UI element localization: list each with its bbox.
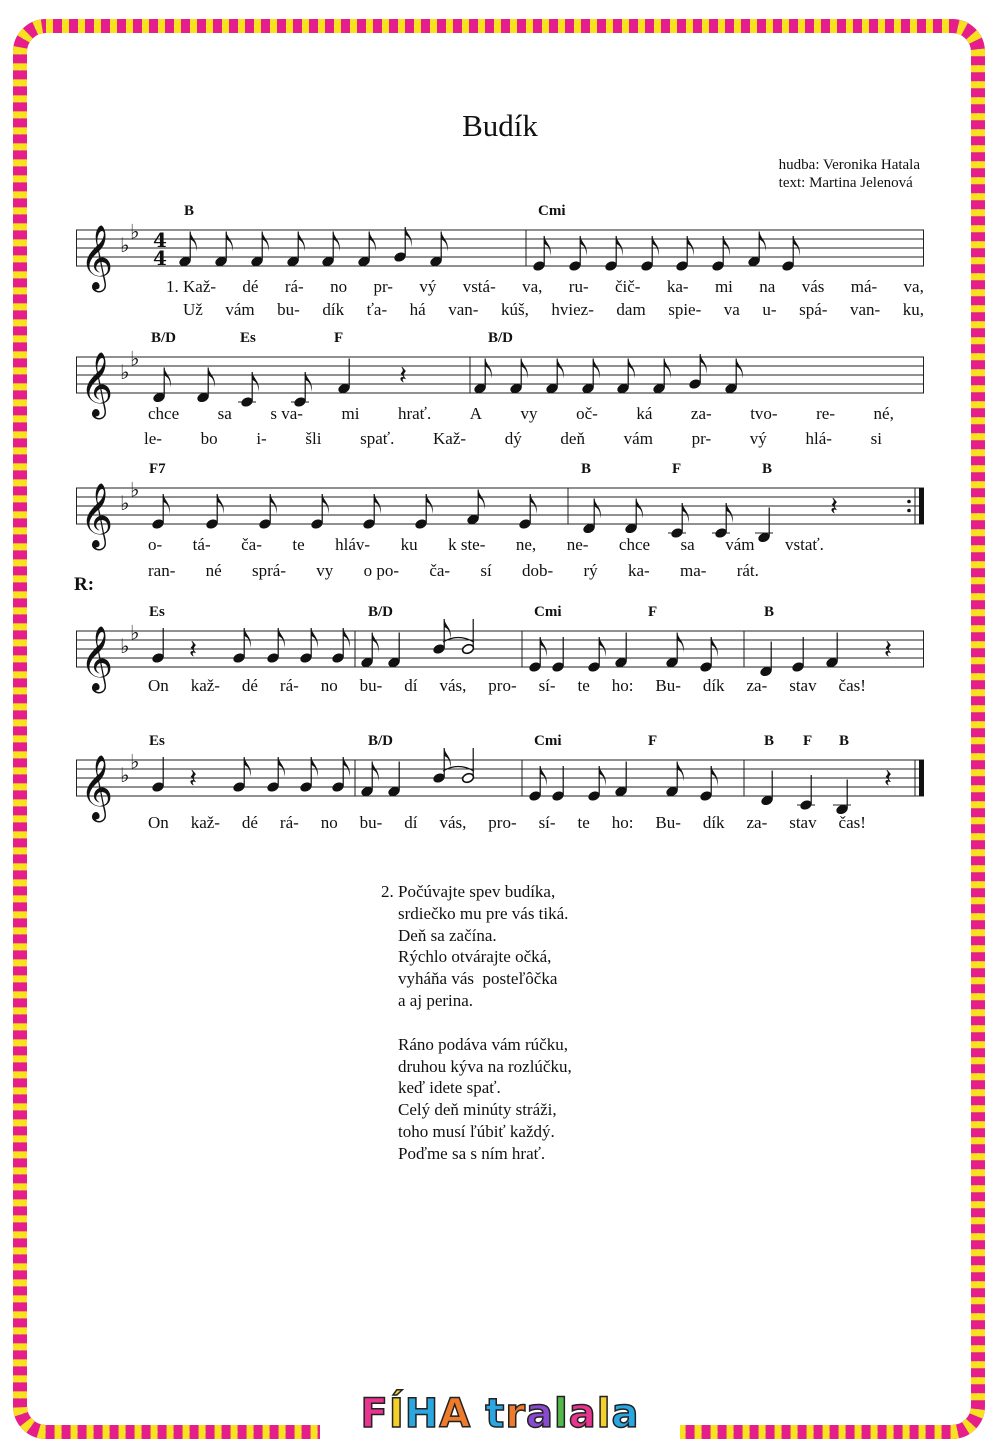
lyric-syllable: kúš, [500, 300, 529, 319]
lyric-syllable: čas! [838, 676, 866, 695]
lyric-syllable: za- [746, 813, 768, 832]
verse-line: Ráno podáva vám rúčku, [398, 1034, 568, 1054]
logo-letter: Í [388, 1391, 405, 1437]
lyric-syllable: va, [522, 277, 543, 296]
verse-line: a aj perina. [398, 990, 474, 1010]
verse-line: Deň sa začína. [398, 925, 497, 945]
lyrics-line-1 [76, 277, 924, 297]
svg-text:♭: ♭ [130, 620, 140, 645]
lyric-syllable: dé [241, 813, 258, 832]
lyric-syllable: sí- [538, 813, 556, 832]
chord-label: B/D [151, 330, 177, 346]
lyric-syllable: na [759, 277, 776, 296]
lyric-syllable: pr- [691, 429, 712, 448]
lyric-syllable: vás [801, 277, 825, 296]
lyric-syllable: pro- [488, 813, 517, 832]
chord-label: B/D [368, 733, 394, 749]
lyric-syllable: dík [702, 813, 725, 832]
lyrics-line-1 [76, 404, 924, 424]
chord-label: B [581, 461, 592, 477]
lyric-syllable: čas! [838, 813, 866, 832]
svg-text:𝄞: 𝄞 [80, 225, 114, 290]
svg-text:♭: ♭ [120, 233, 130, 257]
logo-letter: l [554, 1391, 569, 1437]
lyrics-line-1 [76, 676, 924, 696]
lyric-syllable: no [320, 676, 338, 695]
lyric-syllable: ka- [666, 277, 689, 296]
chord-label: B/D [488, 330, 514, 346]
svg-text:𝄞: 𝄞 [80, 626, 114, 691]
svg-text:♭: ♭ [120, 763, 130, 787]
lyric-syllable: ťa- [366, 300, 388, 319]
svg-text:𝄞: 𝄞 [80, 755, 114, 820]
lyric-syllable: pro- [488, 676, 517, 695]
lyric-syllable: Bu- [655, 813, 681, 832]
fiha-tralala-logo [320, 1388, 680, 1440]
lyric-syllable: re- [816, 404, 835, 423]
lyric-syllable: rá- [279, 813, 299, 832]
svg-text:𝄽: 𝄽 [884, 764, 892, 794]
chord-label: F [334, 330, 344, 346]
chord-label: B [764, 604, 775, 620]
verse-line: druhou kýva na rozlúčku, [398, 1056, 572, 1076]
lyric-syllable: hláv- [335, 535, 371, 554]
lyric-syllable: hrať. [397, 404, 432, 423]
lyric-syllable: ru- [568, 277, 589, 296]
lyric-syllable: dam [616, 300, 646, 319]
lyric-syllable: ča- [241, 535, 262, 554]
chord-label: F [803, 733, 813, 749]
lyric-syllable: dí [404, 676, 418, 695]
lyric-syllable: vás, [439, 676, 467, 695]
lyric-syllable: 1. Kaž- [166, 277, 217, 296]
verse-line: Poďme sa s ním hrať. [398, 1143, 546, 1163]
lyrics-line-2 [76, 561, 924, 581]
chord-label: F [648, 604, 658, 620]
lyric-syllable: vám [725, 535, 755, 554]
chord-label: B [764, 733, 775, 749]
lyric-syllable: sí [480, 561, 492, 580]
lyric-syllable: dí [404, 813, 418, 832]
svg-text:4: 4 [153, 228, 167, 253]
verse-2-text [381, 881, 572, 1165]
lyric-syllable: chce [148, 404, 180, 423]
lyric-syllable: va, [903, 277, 924, 296]
lyric-syllable: sa [680, 535, 695, 554]
lyric-syllable: u- [762, 300, 777, 319]
verse-line: srdiečko mu pre vás tiká. [398, 903, 569, 923]
lyric-syllable: dík [702, 676, 725, 695]
lyric-syllable: za- [746, 676, 768, 695]
lyric-syllable: bu- [359, 676, 383, 695]
lyric-syllable: dík [322, 300, 345, 319]
lyric-syllable: ku, [902, 300, 924, 319]
lyric-syllable: spie- [668, 300, 702, 319]
lyric-syllable: no [320, 813, 338, 832]
song-title: Budík [462, 108, 538, 143]
lyric-syllable: vý [419, 277, 437, 296]
lyric-syllable: ne, [515, 535, 537, 554]
lyric-syllable: dé [242, 277, 259, 296]
lyric-syllable: Kaž- [433, 429, 467, 448]
logo-letter: H [404, 1391, 440, 1437]
lyric-syllable: ka- [627, 561, 650, 580]
lyric-syllable: dý [504, 429, 522, 448]
lyrics-line-1 [76, 813, 924, 833]
lyric-syllable: né [205, 561, 222, 580]
lyric-syllable: kaž- [190, 676, 220, 695]
verse-line: vyháňa vás posteľôčka [398, 969, 558, 989]
lyric-syllable: deň [560, 429, 585, 448]
lyric-syllable: rý [583, 561, 598, 580]
lyric-syllable: sa [217, 404, 232, 423]
logo-letter: A [439, 1391, 472, 1437]
lyric-syllable: ran- [148, 561, 176, 580]
logo-letter: l [596, 1391, 612, 1437]
lyric-syllable: rá- [284, 277, 304, 296]
lyric-syllable: ma- [679, 561, 707, 580]
lyric-syllable: mi [714, 277, 733, 296]
lyric-syllable: vy [520, 404, 538, 423]
lyric-syllable: rá- [279, 676, 299, 695]
lyric-syllable: má- [850, 277, 878, 296]
lyric-syllable: van- [448, 300, 479, 319]
svg-text:4: 4 [153, 246, 167, 271]
lyric-syllable: k ste- [448, 535, 486, 554]
lyric-syllable: oč- [576, 404, 598, 423]
svg-text:♭: ♭ [120, 491, 130, 515]
svg-text:𝄽: 𝄽 [830, 492, 838, 522]
lyric-syllable: spať. [360, 429, 395, 448]
lyric-syllable: no [330, 277, 348, 296]
verse-line: Celý deň minúty stráži, [398, 1100, 557, 1120]
credits [779, 156, 920, 192]
lyric-syllable: né, [873, 404, 894, 423]
lyric-syllable: vám [623, 429, 653, 448]
lyric-syllable: te [577, 813, 590, 832]
lyric-syllable: šli [305, 429, 322, 448]
lyric-syllable: bo [200, 429, 218, 448]
svg-text:𝄞: 𝄞 [80, 352, 114, 417]
logo-letter: a [568, 1391, 597, 1437]
lyric-syllable: tvo- [750, 404, 778, 423]
lyric-syllable: le- [144, 429, 162, 448]
lyric-syllable: sprá- [252, 561, 286, 580]
lyric-syllable: tá- [192, 535, 211, 554]
chord-label: Es [240, 330, 256, 346]
logo-part-1 [361, 1391, 472, 1437]
svg-text:𝄽: 𝄽 [884, 635, 892, 665]
lyric-syllable: čič- [614, 277, 641, 296]
lyric-syllable: mi [341, 404, 360, 423]
lyric-syllable: va [723, 300, 740, 319]
lyric-syllable: ča- [429, 561, 451, 580]
lyric-syllable: On [148, 813, 169, 832]
refrain-mark: R: [74, 574, 95, 595]
svg-text:♭: ♭ [130, 477, 140, 502]
lyric-syllable: rát. [736, 561, 759, 580]
lyric-syllable: hlá- [805, 429, 832, 448]
lyric-syllable: dé [241, 676, 258, 695]
lyric-syllable: bu- [277, 300, 300, 319]
svg-text:𝄽: 𝄽 [399, 361, 407, 391]
svg-text:♭: ♭ [120, 634, 130, 658]
chord-label: Cmi [538, 203, 566, 219]
lyric-syllable: ho: [611, 676, 634, 695]
lyric-syllable: bu- [359, 813, 383, 832]
lyric-syllable: s va- [270, 404, 303, 423]
logo-letter: a [526, 1391, 555, 1437]
lyrics-line-1 [76, 535, 924, 555]
lyric-syllable: kaž- [190, 813, 220, 832]
lyric-syllable: te [577, 676, 590, 695]
lyric-syllable: vstať. [785, 535, 824, 554]
lyric-syllable: vý [749, 429, 767, 448]
chord-label: Cmi [534, 604, 562, 620]
lyric-syllable: ho: [611, 813, 634, 832]
lyric-syllable: te [292, 535, 305, 554]
chord-label: F7 [149, 461, 166, 477]
lyric-syllable: chce [618, 535, 651, 554]
lyrics-line-2 [76, 300, 924, 320]
chord-label: B [184, 203, 195, 219]
chord-label: Es [149, 604, 165, 620]
logo-letter: t [485, 1391, 506, 1437]
lyric-syllable: van- [849, 300, 881, 319]
svg-text:♭: ♭ [130, 749, 140, 774]
lyric-syllable: stav [789, 813, 817, 832]
svg-text:𝄞: 𝄞 [80, 483, 114, 548]
chord-label: B [839, 733, 850, 749]
lyric-syllable: o- [148, 535, 163, 554]
lyric-syllable: pr- [373, 277, 393, 296]
lyrics-line-2 [76, 429, 924, 449]
svg-text:♭: ♭ [120, 360, 130, 384]
verse-line: keď idete spať. [398, 1078, 501, 1098]
lyric-syllable: On [148, 676, 169, 695]
lyric-syllable: stav [789, 676, 817, 695]
chord-label: B/D [368, 604, 394, 620]
chord-label: B [762, 461, 773, 477]
svg-text:𝄽: 𝄽 [189, 635, 197, 665]
lyric-syllable: vstá- [462, 277, 496, 296]
chord-label: Es [149, 733, 165, 749]
lyric-syllable: vy [316, 561, 334, 580]
logo-letter: r [505, 1391, 527, 1437]
verse-line: 2. Počúvajte spev budíka, [381, 882, 556, 901]
verse-line: toho musí ľúbiť každý. [398, 1121, 555, 1141]
lyric-syllable: ne- [566, 535, 589, 554]
lyric-syllable: sí- [538, 676, 556, 695]
lyric-syllable: vám [225, 300, 255, 319]
lyric-syllable: Bu- [655, 676, 681, 695]
lyric-syllable: A [469, 404, 483, 423]
svg-text:♭: ♭ [130, 219, 140, 244]
lyric-syllable: vás, [439, 813, 467, 832]
lyric-syllable: Už [183, 300, 203, 319]
lyric-syllable: hviez- [551, 300, 594, 319]
lyric-syllable: ku [400, 535, 418, 554]
music-credit: hudba: Veronika Hatala [778, 157, 920, 173]
lyric-syllable: spá- [799, 300, 828, 319]
lyric-syllable: za- [690, 404, 712, 423]
chord-label: F [648, 733, 658, 749]
stanza-gap [381, 1012, 572, 1034]
chord-label: F [672, 461, 682, 477]
logo-letter: F [360, 1391, 389, 1437]
lyric-syllable: o po- [363, 561, 400, 580]
text-credit: text: Martina Jelenová [778, 175, 913, 191]
logo-part-2 [485, 1391, 639, 1437]
svg-text:♭: ♭ [130, 346, 140, 371]
lyric-syllable: dob- [522, 561, 554, 580]
verse-line: Rýchlo otvárajte očká, [398, 947, 552, 967]
lyric-syllable: ká [636, 404, 653, 423]
svg-text:𝄽: 𝄽 [189, 764, 197, 794]
lyric-syllable: há [409, 300, 426, 319]
lyric-syllable: i- [256, 429, 267, 448]
logo-letter: a [611, 1391, 640, 1437]
chord-label: Cmi [534, 733, 562, 749]
lyric-syllable: si [870, 429, 882, 448]
